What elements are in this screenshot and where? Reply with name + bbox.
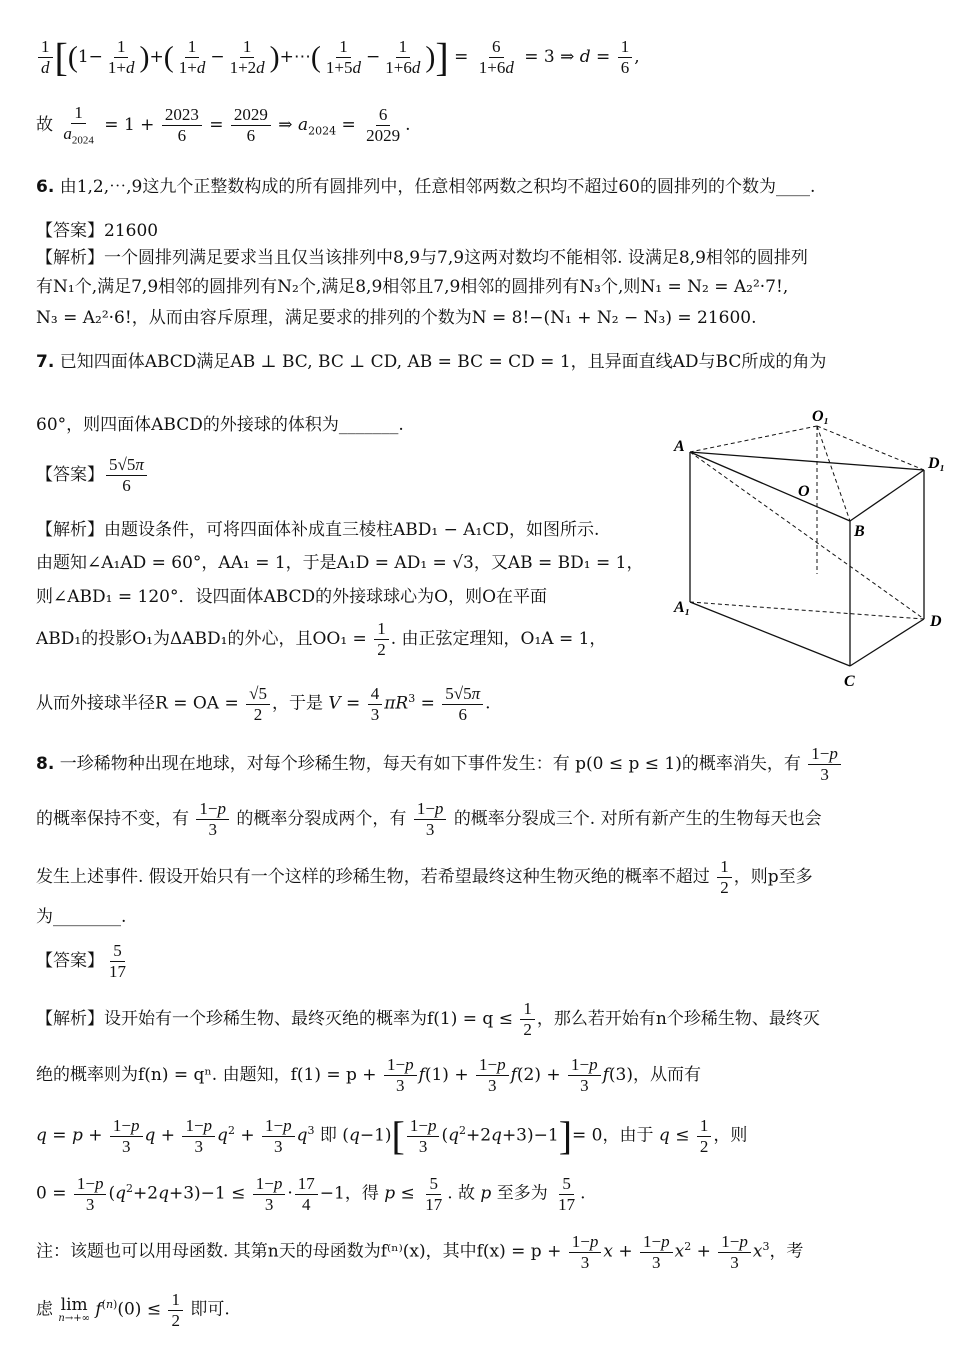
label-B: B [854,523,865,540]
q6-analysis-2: 有N₁个,满足7,9相邻的圆排列有N₂个,满足8,9相邻且7,9相邻的圆排列有N₃个,则N₁ = N₂ = A₂²·7!, [36,277,789,297]
q8-answer: 【答案】 $\frac{5}{17}$ [36,941,126,981]
q8-analysis-1: 【解析】设开始有一个珍稀生物、最终灭绝的概率为f(1) = q ≤ $\frac{1}{2}$ ，那么若开始有n个珍稀生物、最终灭 [36,999,820,1039]
prism-figure [662,404,962,694]
q8-note-2: 虑 lim n→+∞ $f^{(n)}(0)$ ≤ $\frac{1}{2}$ 即可. [36,1289,230,1330]
label-O: O [798,483,810,500]
label-C: C [844,673,855,690]
q6-analysis-3: N₃ = A₂²·6!，从而由容斥原理，满足要求的排列的个数为N = 8!−(N₁ + N₂ − N₃) = 21600. [36,308,757,328]
label-A1: A₁ [674,599,691,616]
q8-question-3: 发生上述事件. 假设开始只有一个这样的珍稀生物，若希望最终这种生物灭绝的概率不超过 $\frac{1}{2}$ ，则p至多 [36,857,813,897]
q6-analysis-1: 【解析】一个圆排列满足要求当且仅当该排列中8,9与7,9这两对数均不能相邻. 设满足8,9相邻的圆排列 [36,248,808,268]
q7-analysis-1: 【解析】由题设条件，可将四面体补成直三棱柱ABD₁ − A₁CD，如图所示. [36,520,600,540]
q7-analysis-2: 由题知∠A₁AD = 60°，AA₁ = 1，于是A₁D = AD₁ = √3，又AB = BD₁ = 1， [36,553,644,573]
label-D1: D₁ [928,455,946,472]
label-A: A [674,438,685,455]
q8-question-1: 8. 一珍稀物种出现在地球，对每个珍稀生物，每天有如下事件发生：有 p(0 ≤ p ≤ 1)的概率消失，有 $\frac{1-p}{3}$ [36,745,926,784]
q7-analysis-5: 从而外接球半径R = OA = $\frac{√5}{2}$ ，于是 V = $\frac{4}{3}$ $\pi R^3$ = $\frac{5√5\pi}{6}$ . [36,683,491,724]
q8-question-2: 的概率保持不变，有 $\frac{1-p}{3}$ 的概率分裂成两个，有 $\frac{1-p}{3}$ 的概率分裂成三个. 对所有新产生的生物每天也会 [36,799,822,839]
q8-analysis-2: 绝的概率则为f(n) = qⁿ. 由题知，f(1) = p + $\frac{1-p}{3}$ f(1) + $\frac{1-p}{3}$ f(2) + $\frac{1-p}{3}$ f(3)，从而有 [36,1055,702,1095]
q6-answer: 【答案】21600 [36,221,159,241]
q6-question: 6. 由1,2,⋯,9这九个正整数构成的所有圆排列中，任意相邻两数之积均不超过60的圆排列的个数为____. [36,177,816,197]
q7-analysis-4: ABD₁的投影O₁为ΔABD₁的外心，且OO₁ = $\frac{1}{2}$ . 由正弦定理知，O₁A = 1， [36,619,607,659]
label-O1: O₁ [812,408,830,425]
q8-question-4: 为________. [36,907,127,927]
q8-analysis-4: 0 = $\frac{1-p}{3}$ $(q^2+2q+3)-1$ ≤ $\frac{1-p}{3}$ · $\frac{17}{4}$ −1，得 p ≤ $\frac{5}{17}$ . 故 p 至多为 $\frac{5}{17}$ . [36,1173,586,1214]
q8-note-1: 注：该题也可以用母函数. 其第n天的母函数为f⁽ⁿ⁾(x)，其中f(x) = p + $\frac{1-p}{3}$ x + $\frac{1-p}{3}$ $x^2$ + $\frac{1-p}{3}$ $x^3$，考 [36,1231,804,1272]
label-D: D [930,613,942,630]
top-line-2: 故 $\frac{1}{a_{2024}}$ = 1 + $\frac{2023}{6}$ = $\frac{2029}{6}$ ⇒ $a_{2024}$ = $\frac{6}{2029}$ . [36,103,411,147]
q7-answer: 【答案】 $\frac{5√5\pi}{6}$ [36,456,636,495]
q7-question-1: 7. 已知四面体ABCD满足AB ⊥ BC, BC ⊥ CD, AB = BC = CD = 1，且异面直线AD与BC所成的角为 [36,352,827,372]
q7-analysis-3: 则∠ABD₁ = 120°．设四面体ABCD的外接球球心为O，则O在平面 [36,587,548,607]
q8-analysis-3: q = p + $\frac{1-p}{3}$ q + $\frac{1-p}{3}$ $q^2$ + $\frac{1-p}{3}$ $q^3$ 即 (q−1)[ $\frac{1-p}{3}$ $(q^2+2q+3)-1]= 0$，由于 q ≤ $\frac{1}{2}$ ，则 [36,1113,748,1159]
q7-question-2: 60°，则四面体ABCD的外接球的体积为_______. [36,415,404,435]
top-line-1: $\frac{1}{d}$ [(1− $\frac{1}{1+d}$ )+( $\frac{1}{1+d}$ − $\frac{1}{1+2d}$ )+⋯( $\frac{1}{1+5d}$ − $\frac{1}{1+6d}$ )] = $\frac{6}{1+6d}$ = 3 ⇒ d = $\frac{1}{6}$ , [36,38,926,77]
